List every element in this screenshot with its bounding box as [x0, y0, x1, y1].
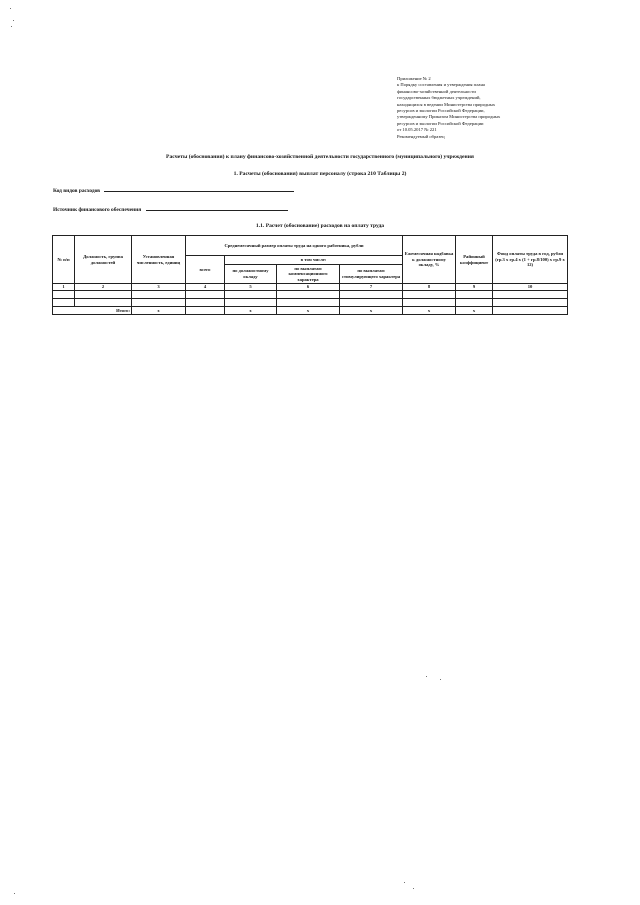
- total-cell: x: [132, 307, 186, 315]
- header-num: № п/п: [53, 236, 75, 284]
- subsection-title: 1.1. Расчет (обоснование) расходов на оплату труда: [255, 223, 385, 229]
- expense-code-field: [53, 186, 294, 194]
- table-cell: [75, 299, 132, 307]
- funding-source-field: [53, 205, 288, 213]
- header-annual-fund: Фонд оплаты труда в год, рубли (гр.3 x гр.4 x (1 + гр.8/100) x гр.9 x 12): [493, 236, 568, 284]
- column-number: 4: [186, 284, 225, 291]
- table-cell: [53, 299, 75, 307]
- column-number: 6: [277, 284, 340, 291]
- header-including: в том числе:: [225, 256, 403, 265]
- scan-speck: [413, 888, 414, 889]
- header-monthly-bonus: Ежемесячная надбавка к должностному окладу, %: [403, 236, 456, 284]
- table-cell: [132, 299, 186, 307]
- table-cell: [186, 299, 225, 307]
- table-cell: [225, 291, 277, 299]
- table-row: [53, 299, 568, 307]
- funding-source-blank: [146, 205, 288, 211]
- funding-source-label: Источник финансового обеспечения: [53, 207, 142, 213]
- appendix-line: финансово-хозяйственной деятельности: [397, 88, 476, 94]
- table-cell: [132, 291, 186, 299]
- total-label: Итого:: [53, 307, 132, 315]
- column-number: 7: [340, 284, 403, 291]
- table-cell: [277, 291, 340, 299]
- section-title: 1. Расчеты (обоснования) выплат персоналу (строка 210 Таблицы 2): [233, 171, 407, 177]
- column-number: 3: [132, 284, 186, 291]
- header-headcount: Установленная численность, единиц: [132, 236, 186, 284]
- header-by-salary: по должностному окладу: [225, 265, 277, 284]
- total-cell: x: [340, 307, 403, 315]
- scan-speck: [404, 882, 405, 883]
- appendix-line: ресурсов и экологии Российской Федерации: [397, 120, 484, 126]
- header-avg-salary: Среднемесячный размер оплаты труда на одного работника, рубли: [186, 236, 403, 256]
- header-total: всего: [186, 256, 225, 284]
- column-number-row: [53, 284, 568, 291]
- header-regional-coef: Районный коэффициент: [456, 236, 493, 284]
- header-incentive: по выплатам стимулирующего характера: [340, 265, 403, 284]
- total-cell: x: [225, 307, 277, 315]
- column-number: 1: [53, 284, 75, 291]
- document-title: Расчеты (обоснования) к плану финансово-хозяйственной деятельности государственного (муниципального) учреждения: [166, 154, 474, 160]
- table-cell: [456, 291, 493, 299]
- appendix-line: государственных бюджетных учреждений,: [397, 95, 481, 101]
- table-cell: [277, 299, 340, 307]
- column-number: 2: [75, 284, 132, 291]
- appendix-line: ресурсов и экологии Российской Федерации,: [397, 108, 485, 114]
- scan-speck: [10, 8, 11, 9]
- table-cell: [75, 291, 132, 299]
- expense-code-label: Код видов расходов: [53, 188, 101, 194]
- appendix-line: к Порядку составления и утверждения плана: [397, 82, 485, 88]
- table-cell: [493, 299, 568, 307]
- total-cell: [493, 307, 568, 315]
- table-cell: [340, 299, 403, 307]
- header-compensatory: по выплатам компенсационного характера: [277, 265, 340, 284]
- total-cell: x: [456, 307, 493, 315]
- table-row: [53, 291, 568, 299]
- table-cell: [225, 299, 277, 307]
- column-number: 10: [493, 284, 568, 291]
- appendix-line: находящихся в ведении Министерства природных: [397, 101, 496, 107]
- appendix-line: Приложение № 2: [397, 76, 431, 81]
- appendix-line: Рекомендуемый образец: [397, 133, 445, 139]
- table-cell: [456, 299, 493, 307]
- total-cell: x: [403, 307, 456, 315]
- scan-speck: [13, 20, 14, 21]
- appendix-line: от 10.05.2017 № 221: [397, 127, 437, 133]
- total-cell: [186, 307, 225, 315]
- total-cell: x: [277, 307, 340, 315]
- header-position: Должность, группа должностей: [75, 236, 132, 284]
- column-number: 5: [225, 284, 277, 291]
- column-number: 9: [456, 284, 493, 291]
- scan-speck: [14, 893, 15, 894]
- scan-speck: [426, 676, 427, 677]
- table-cell: [186, 291, 225, 299]
- salary-calculation-table: [52, 235, 568, 315]
- table-cell: [340, 291, 403, 299]
- table-cell: [403, 299, 456, 307]
- appendix-line: утвержденному Приказом Министерства природных: [397, 114, 501, 120]
- scan-speck: [11, 26, 12, 27]
- appendix-note: [397, 76, 547, 140]
- table-cell: [493, 291, 568, 299]
- scan-speck: [440, 679, 441, 680]
- total-row: [53, 307, 568, 315]
- expense-code-blank: [104, 186, 294, 192]
- table-cell: [53, 291, 75, 299]
- column-number: 8: [403, 284, 456, 291]
- table-cell: [403, 291, 456, 299]
